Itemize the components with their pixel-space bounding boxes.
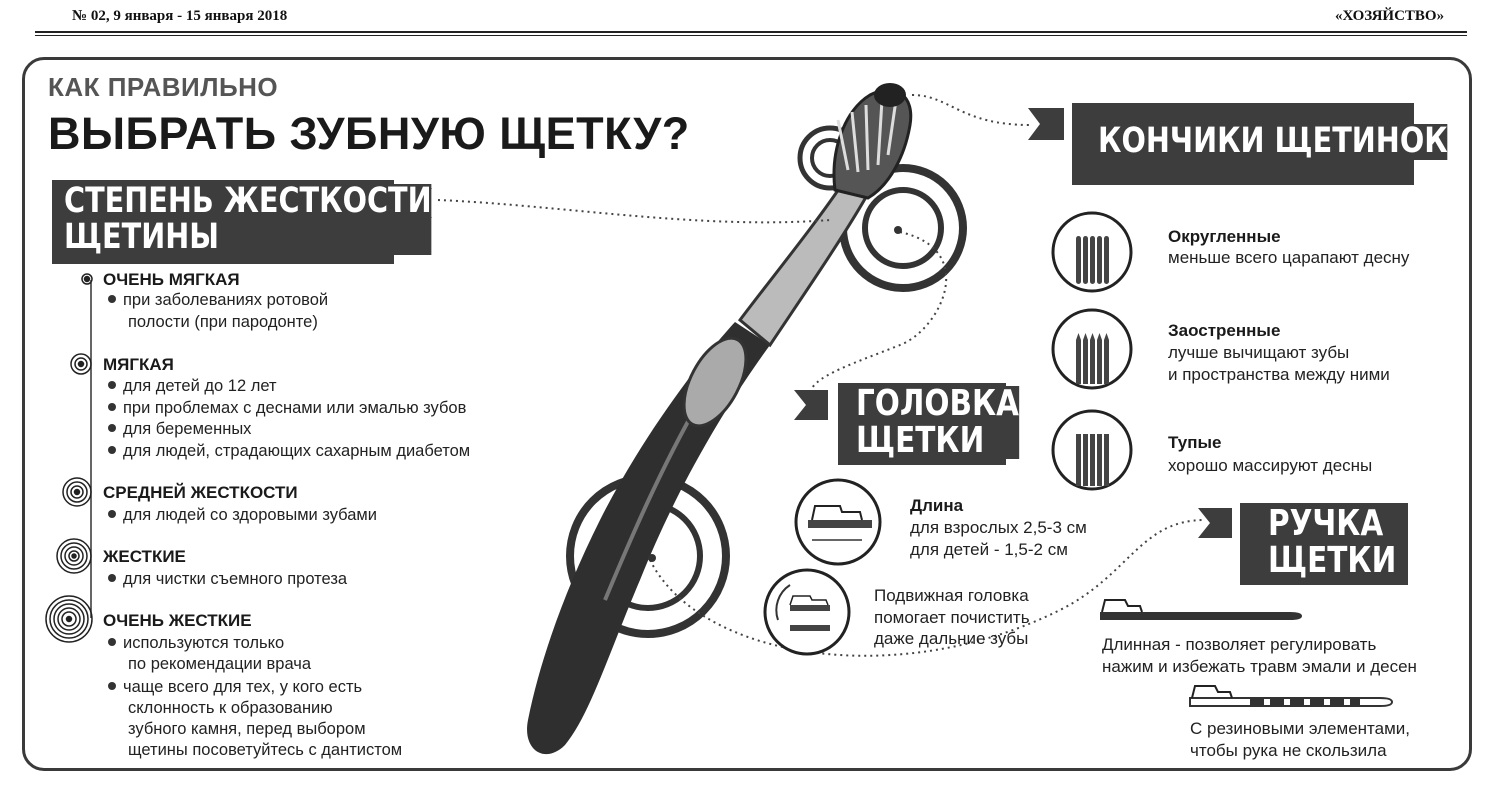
- handle-long-1: Длинная - позволяет регулировать: [1102, 635, 1377, 654]
- head-movable-2: помогает почистить: [874, 608, 1030, 627]
- list-item: по рекомендации врача: [128, 655, 312, 673]
- tip-blunt-title: Тупые: [1168, 433, 1222, 452]
- stiffness-heading-box: [52, 180, 432, 264]
- stiffness-heading-line1: СТЕПЕНЬ ЖЕСТКОСТИ: [64, 181, 432, 221]
- tips-heading: КОНЧИКИ ЩЕТИНОК: [1098, 121, 1448, 161]
- flag-tips: [1028, 108, 1064, 140]
- level-soft: МЯГКАЯ: [103, 355, 174, 374]
- toothbrush-head: [834, 90, 911, 198]
- section-name: «ХОЗЯЙСТВО»: [1335, 8, 1445, 24]
- handle-heading-box: [1240, 503, 1408, 585]
- issue-line: № 02, 9 января - 15 января 2018: [72, 8, 288, 24]
- handle-rubber-icon: [1190, 686, 1392, 706]
- head-heading-line2: ЩЕТКИ: [856, 419, 985, 461]
- head-length-title: Длина: [910, 496, 964, 515]
- head-movable-1: Подвижная головка: [874, 586, 1029, 605]
- handle-long-2: нажим и избежать травм эмали и десен: [1102, 657, 1417, 676]
- list-item: при проблемах с деснами или эмалью зубов: [108, 398, 466, 419]
- handle-rubber-2: чтобы рука не скользила: [1190, 741, 1387, 760]
- list-item: зубного камня, перед выбором: [128, 720, 366, 738]
- tip-rounded-title: Округленные: [1168, 227, 1281, 246]
- list-item: щетины посоветуйтесь с дантистом: [128, 741, 403, 759]
- page-title: ВЫБРАТЬ ЗУБНУЮ ЩЕТКУ?: [48, 108, 690, 159]
- movable-head-icon: [765, 570, 849, 654]
- handle-heading-line1: РУЧКА: [1268, 503, 1384, 544]
- tips-heading-box: [1072, 103, 1448, 185]
- list-item: используются только: [108, 633, 284, 654]
- flag-handle: [1198, 508, 1232, 538]
- list-item: полости (при пародонте): [128, 313, 318, 331]
- flag-head: [794, 390, 828, 420]
- list-item: для беременных: [108, 419, 251, 440]
- head-length-adult: для взрослых 2,5-3 см: [910, 518, 1087, 537]
- tip-blunt-text: хорошо массируют десны: [1168, 456, 1373, 475]
- tip-icon-pointed: [1053, 310, 1131, 388]
- head-heading-box: [838, 383, 1020, 465]
- toothbrush-tip: [874, 83, 906, 107]
- handle-heading-line2: ЩЕТКИ: [1268, 539, 1397, 581]
- tip-pointed-text1: лучше вычищают зубы: [1168, 343, 1350, 362]
- head-length-child: для детей - 1,5-2 см: [910, 540, 1068, 559]
- stiffness-heading-line2: ЩЕТИНЫ: [64, 216, 220, 257]
- handle-rubber-1: С резиновыми элементами,: [1190, 719, 1410, 738]
- list-item: склонность к образованию: [128, 699, 333, 717]
- handle-long-icon: [1100, 600, 1302, 620]
- list-item: для людей со здоровыми зубами: [108, 505, 377, 526]
- list-item: при заболеваниях ротовой: [108, 290, 328, 311]
- title-kicker: КАК ПРАВИЛЬНО: [48, 72, 279, 102]
- tip-pointed-text2: и пространства между ними: [1168, 365, 1390, 384]
- list-item: для людей, страдающих сахарным диабетом: [108, 441, 470, 462]
- list-item: для детей до 12 лет: [108, 376, 277, 397]
- head-movable-3: даже дальние зубы: [874, 629, 1029, 648]
- level-hard: ЖЕСТКИЕ: [103, 547, 186, 566]
- level-very-soft: ОЧЕНЬ МЯГКАЯ: [103, 270, 240, 289]
- level-very-hard: ОЧЕНЬ ЖЕСТКИЕ: [103, 611, 252, 630]
- stiffness-icons: [46, 274, 92, 642]
- head-heading-line1: ГОЛОВКА: [856, 383, 1020, 424]
- list-item: для чистки съемного протеза: [108, 569, 347, 590]
- tip-icon-rounded: [1053, 213, 1131, 291]
- head-length-icon: [796, 480, 880, 564]
- tip-pointed-title: Заостренные: [1168, 321, 1281, 340]
- tip-icon-blunt: [1053, 411, 1131, 489]
- tip-rounded-text: меньше всего царапают десну: [1168, 248, 1410, 267]
- list-item: чаще всего для тех, у кого есть: [108, 677, 362, 698]
- level-medium: СРЕДНЕЙ ЖЕСТКОСТИ: [103, 483, 298, 502]
